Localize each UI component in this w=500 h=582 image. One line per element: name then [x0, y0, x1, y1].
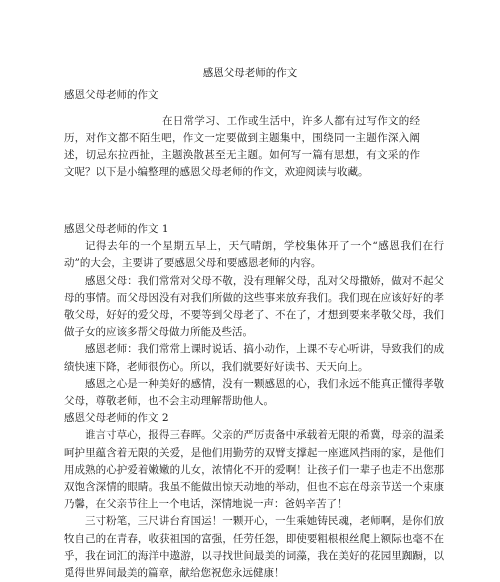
essay-section-1 — [64, 221, 444, 410]
essay-section-2 — [64, 410, 444, 582]
paragraph: 感恩父母：我们常常对父母不敬，没有理解父母，乱对父母撒娇，做对不起父母的事情。而父母因没有对我们所做的这些事来放弃我们。我们现在应该好好的孝敬父母，好好的爱父母，不要等到父母老了、不在了，才想到要来孝敬父母，我们做子女的应该多帮父母做力所能及些活。 — [64, 274, 444, 339]
section-heading: 感恩父母老师的作文 1 — [64, 223, 169, 235]
paragraph: 谁言寸草心，报得三春晖。父亲的严厉责备中承载着无限的希冀，母亲的温柔呵护里蕴含着无限的关爱，是他们用勤劳的双臂支撑起一座遮风挡雨的家，是他们用成熟的心护爱着嫩嫩的儿女，浓情化不开的爱啊！让孩子们一辈子也走不出您那双饱含深情的眼睛。我虽不能做出惊天动地的举动，但也不忘在母亲节送一个束康乃馨，在父亲节往上一个电话，深情地说一声：爸妈辛苦了！ — [64, 429, 444, 511]
paragraph: 感恩老师：我们常常上课时说话、搞小动作，上课不专心听讲，导致我们的成绩快速下降，老师很伤心。所以，我们就要好好读书、天天向上。 — [64, 343, 444, 373]
paragraph: 三寸粉笔，三尺讲台育国运！一颗开心，一生乘她铸民魂，老师啊，是你们放牧自己的在青春，收获祖国的富强，任劳任怨，即使要粗根根丝爬上额际也毫不在乎，我在词汇的海洋中遨游，以寻找世间最美的词藻，我在美好的花园里踟蹰，以觅得世界间最美的篇章，献给您祝您永远健康！ — [64, 515, 444, 580]
document-title: 感恩父母老师的作文 — [202, 67, 298, 79]
paragraph: 感恩之心是一种美好的感情，没有一颗感恩的心，我们永远不能真正懂得孝敬父母，尊敬老师，也不会主动理解帮助他人。 — [64, 377, 444, 408]
paragraph: 记得去年的一个星期五早上，天气晴朗，学校集体开了一个“感恩我们在行动”的大会，主要讲了要感恩父母和要感恩老师的内容。 — [64, 240, 444, 270]
document-subtitle: 感恩父母老师的作文 — [64, 89, 159, 101]
document-body — [64, 221, 444, 582]
section-heading: 感恩父母老师的作文 2 — [64, 412, 169, 425]
intro-paragraph: 在日常学习、工作或生活中，许多人都有过写作文的经历，对作文都不陌生吧，作文一定要做到主题集中，围绕同一主题作深入阐述，切忌东拉西扯，主题涣散甚至无主题。如何写一篇有思想，有文采的作文呢？以下是小编整理的感恩父母老师的作文，欢迎阅读与收藏。 — [64, 115, 420, 178]
